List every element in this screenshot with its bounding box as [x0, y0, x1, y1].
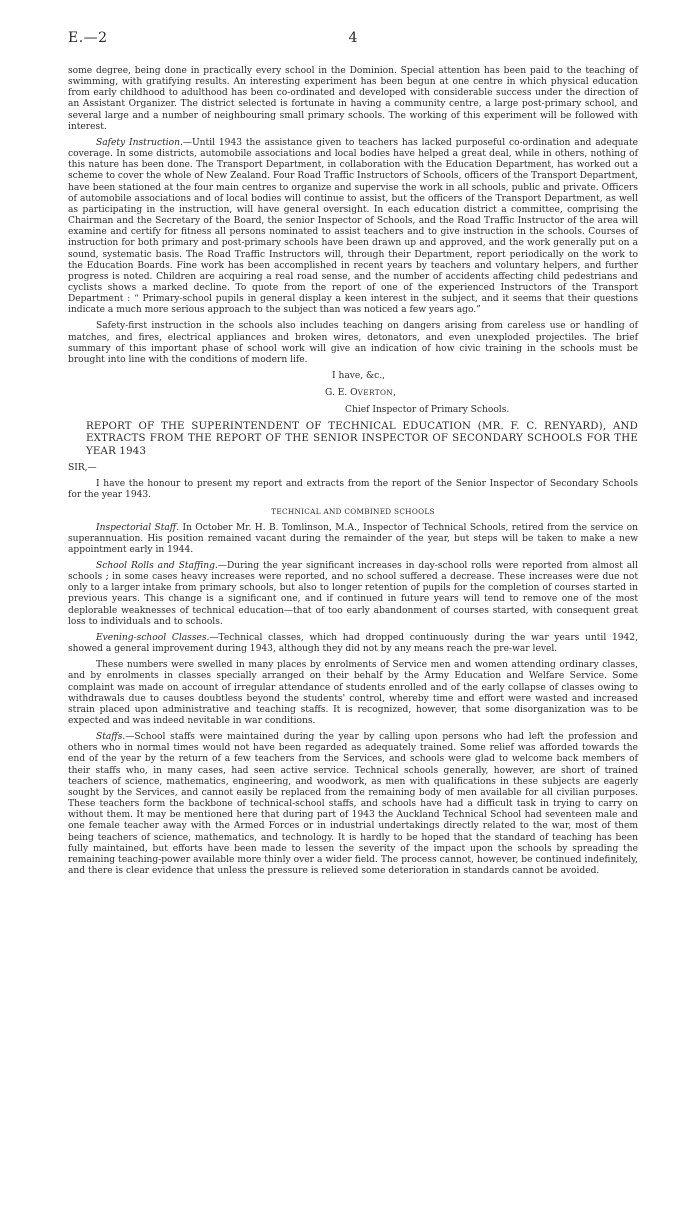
staffs-text: —School staffs were maintained during the year by calling upon persons who had left the profession and others who in normal times would not have been regarded as adequately trained. Some relief was afforded towards the end of the year by the return of a few teachers from the Services, and schools were glad to welcome back members of their staffs who, in many cases, had seen active service. Technical schools generally, however, are short of trained teachers of science, mathematics, engineering, and woodwork, as men with qualifications in these subjects are eagerly sought by the Services, and cannot easily be replaced from the remaining body of men available for all civilian purposes. These teachers form the backbone of technical-school staffs, and schools have had a difficult task in trying to carry on without them. It may be mentioned here that during part of 1943 the Auckland Technical School had seventeen male and one female teacher away with the Armed Forces or in industrial undertakings directly related to the war, most of them being teachers of science, mathematics, and technology. It is hardly to be hoped that the standard of teaching has been fully maintained, but efforts have been made to lessen the severity of the impact upon the schools by spreading the remaining teaching-power available more thinly over a wider field. The process cannot, however, be continued indefinitely, and there is clear evidence that unless the pressure is relieved some deterioration in standards cannot be avoided.	[68, 732, 638, 877]
salutation: SIR,—	[68, 462, 97, 473]
series-code: E.—2	[68, 30, 108, 46]
paragraph-evening-classes	[68, 633, 638, 655]
school-rolls-heading: School Rolls and Staffing.	[96, 560, 218, 571]
inspectorial-staff-text: In October Mr. H. B. Tomlinson, M.A., Inspector of Technical Schools, retired from the service on superannuation. His position remained vacant during the remainder of the year, but steps will be taken to make a new appointment early in 1944.	[68, 522, 638, 555]
safety-instruction-text: —Until 1943 the assistance given to teachers has lacked purposeful co-ordination and adequate coverage. In some districts, automobile associations and local bodies have helped a great deal, while in others, nothing of this nature has been done. The Transport Department, in collaboration with the Education Department, has worked out a scheme to cover the whole of New Zealand. Four Road Traffic Instructors of Schools, officers of the Transport Department, have been stationed at the four main centres to organize and supervise the work in all schools, public and private. Officers of automobile associations and of local bodies will continue to assist, but the officers of the Transport Department, as well as participating in the instruction, will have general oversight. In each education district a committee, comprising the Chairman and the Secretary of the Board, the senior Inspector of Schools, and the Road Traffic Instructor of the area will examine and certify for fitness all persons nominated to assist teachers and to give instruction in the schools. Courses of instruction for both primary and post-primary schools have been drawn up and approved, and the work generally put on a sound, systematic basis. The Road Traffic Instructors will, through their Department, report periodically on the work to the Education Boards. Fine work has been accomplished in recent years by teachers and voluntary helpers, and further progress is noted. Children are acquiring a real road sense, and the number of accidents affecting child pedestrians and cyclists shows a marked decline. To quote from the report of one of the experienced Instructors of the Transport Department : “ Primary-school pupils in general display a keen interest in the subject, and it seems that their questions indicate a much more serious approach to the subject than was noticed a few years ago.”	[68, 137, 638, 316]
report-title: REPORT OF THE SUPERINTENDENT OF TECHNICAL EDUCATION (MR. F. C. RENYARD), AND EXTRACTS FROM THE REPORT OF THE SENIOR INSPECTOR OF SECONDARY SCHOOLS FOR THE YEAR 1943	[86, 421, 638, 457]
paragraph-inspectorial-staff	[68, 523, 638, 556]
school-rolls-text: —During the year significant increases in day-school rolls were reported from almost all schools ; in some cases heavy increases were reported, and no school suffered a decrease. These increases were due not only to a larger intake from primary schools, but also to longer retention of pupils for the completion of courses started in previous years. This change is a significant one, and if continued in future years will tend to remove one of the most deplorable weaknesses of technical education—that of too early abandonment of courses started, with consequent great loss to individuals and to schools.	[68, 560, 638, 627]
body-text	[68, 66, 638, 882]
paragraph-intro: I have the honour to present my report and extracts from the report of the Senior Inspector of Secondary Schools for the year 1943.	[68, 479, 638, 501]
evening-classes-text: —Technical classes, which had dropped continuously during the war years until 1942, showed a general improvement during 1943, although they did not by any means reach the pre-war level.	[68, 632, 638, 655]
section-heading-technical-schools: TECHNICAL AND COMBINED SCHOOLS	[271, 507, 435, 517]
inspectorial-staff-heading: Inspectorial Staff.	[96, 522, 180, 533]
paragraph-staffs	[68, 732, 638, 877]
paragraph-safety-first: Safety-first instruction in the schools also includes teaching on dangers arising from careless use or handling of matches, and fires, electrical appliances and broken wires, detonators, and even unexploded projectiles. The brief summary of this important phase of school work will give an indication of how civic training in the schools must be brought into line with the conditions of modern life.	[68, 321, 638, 365]
staffs-heading: Staffs.	[96, 732, 126, 743]
page-number: 4	[348, 30, 358, 46]
paragraph-physical-education: some degree, being done in practically every school in the Dominion. Special attention has been paid to the teaching of swimming, with gratifying results. An interesting experiment has been begun at one centre in which physical education from early childhood to adulthood has been co-ordinated and developed with considerable success under the direction of an Assistant Organizer. The district selected is fortunate in having a community centre, a large post-primary school, and several large and a number of neighbouring small primary schools. The working of this experiment will be followed with interest.	[68, 66, 638, 132]
signature-title: Chief Inspector of Primary Schools.	[345, 404, 510, 415]
paragraph-school-rolls	[68, 561, 638, 628]
signature-closing: I have, &c.,	[332, 371, 386, 382]
paragraph-safety-instruction	[68, 138, 638, 317]
evening-classes-heading: Evening-school Classes.	[96, 632, 210, 643]
signature-name: G. E. OVERTON,	[325, 388, 396, 399]
page-header	[68, 30, 638, 52]
paragraph-enrolments: These numbers were swelled in many places by enrolments of Service men and women attending ordinary classes, and by enrolments in classes specially arranged on their behalf by the Army Education and Welfare Service. Some complaint was made on account of irregular attendance of students enrolled and of the early collapse of classes owing to withdrawals due to causes doubtless beyond the students' control, whereby time and effort were wasted and increased strain placed upon administrative and teaching staffs. It is recognized, however, that some disorganization was to be expected and was indeed nevitable in war conditions.	[68, 660, 638, 727]
signature-block	[68, 371, 638, 416]
safety-instruction-heading: Safety Instruction.	[96, 137, 183, 148]
